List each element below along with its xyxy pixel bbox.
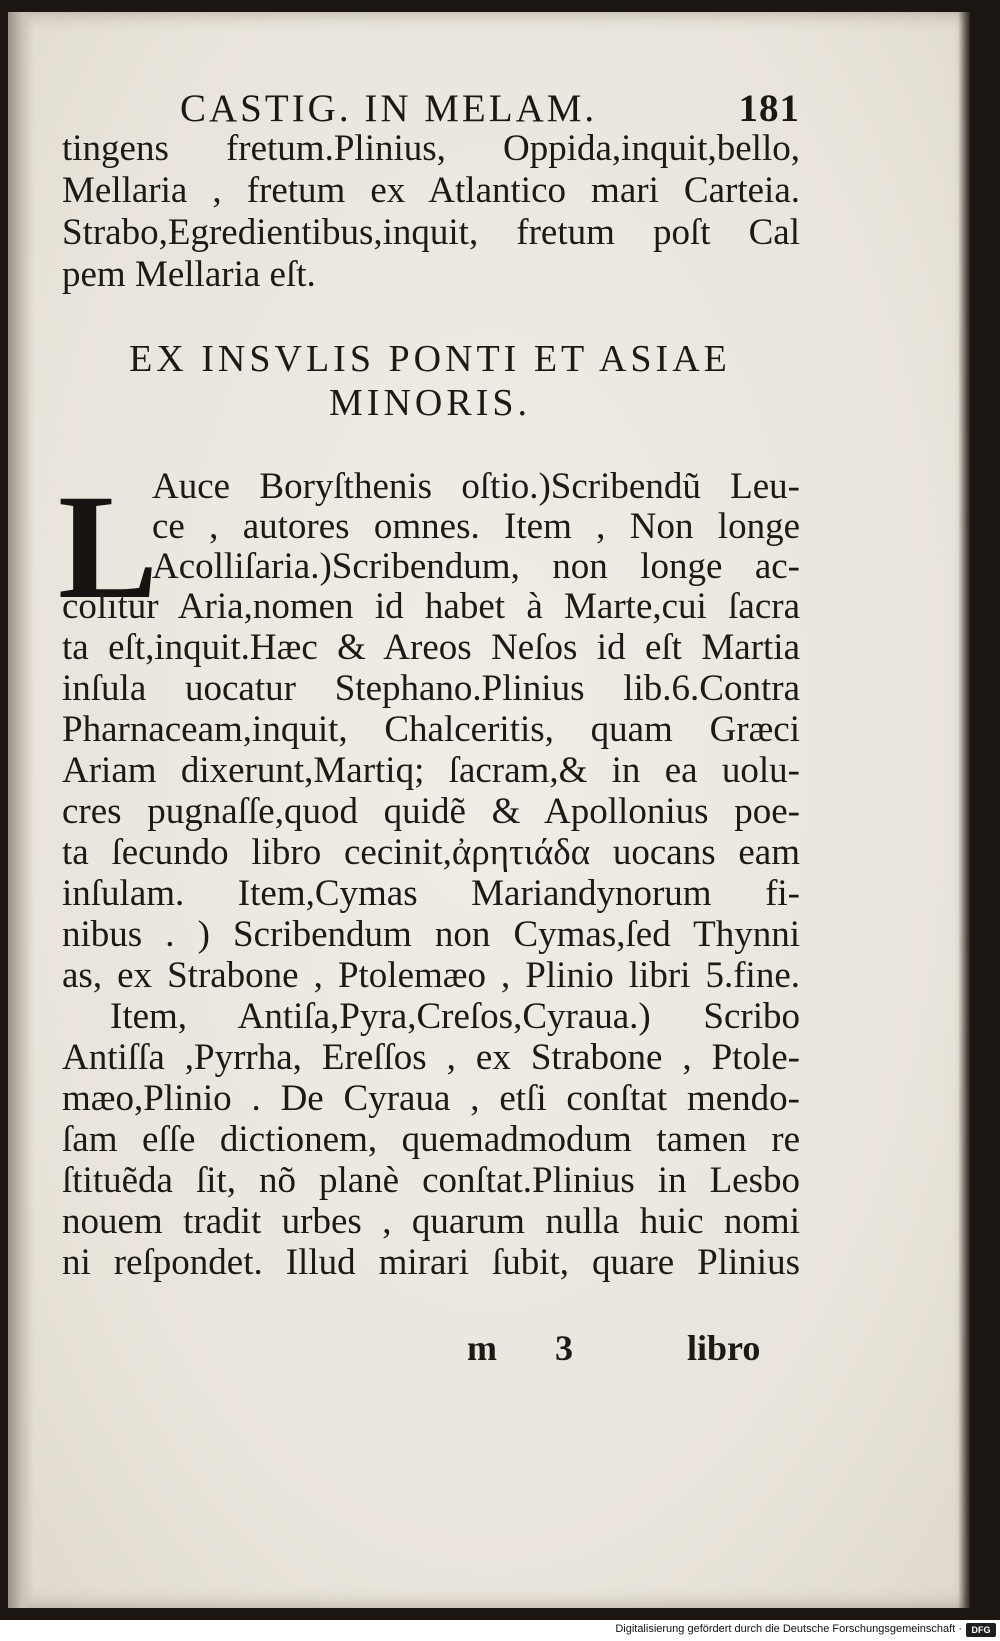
page-gutter-shadow [8, 12, 34, 1608]
signature-mark: m [467, 1328, 497, 1368]
text-line: Strabo,Egredientibus,inquit, fretum poſt Cal [62, 212, 800, 253]
text-line: inſula uocatur Stephano.Plinius lib.6.Contra [62, 668, 800, 709]
text-line: pem Mellaria eſt. [62, 254, 316, 295]
text-line: ta eſt,inquit.Hæc & Areos Neſos id eſt Martia [62, 627, 800, 668]
text-line: ce , autores omnes. Item , Non longe [152, 506, 800, 547]
text-line: Auce Boryſthenis oſtio.)Scribendũ Leu- [152, 466, 800, 507]
text-line: Pharnaceam,inquit, Chalceritis, quam Græci [62, 709, 800, 750]
page-number: 181 [738, 87, 800, 130]
text-line: ni reſpondet. Illud mirari ſubit, quare Plinius [62, 1242, 800, 1283]
text-line: Antiſſa ,Pyrrha, Ereſſos , ex Strabone , Ptole- [62, 1037, 800, 1078]
text-line: Ariam dixerunt,Martiq; ſacram,& in ea uolu- [62, 750, 800, 791]
text-line: cres pugnaſſe,quod quidẽ & Apollonius poe- [62, 791, 800, 832]
text-line: inſulam. Item,Cymas Mariandynorum fi- [62, 873, 800, 914]
text-line: nouem tradit urbes , quarum nulla huic nomi [62, 1201, 800, 1242]
text-line: Acolliſaria.)Scribendum, non longe ac- [152, 546, 800, 587]
dfg-logo: DFG [966, 1623, 996, 1637]
text-line: tingens fretum.Plinius, Oppida,inquit,bello, [62, 128, 800, 169]
text-line: colitur Aria,nomen id habet à Marte,cui ſacra [62, 586, 800, 627]
signature-number: 3 [555, 1328, 573, 1368]
footer-bar [0, 1621, 1000, 1641]
running-head-title: CASTIG. IN MELAM. [180, 87, 598, 130]
text-line: ta ſecundo libro cecinit,ἀρητιάδα uocans eam [62, 832, 800, 873]
text-line: Mellaria , fretum ex Atlantico mari Carteia. [62, 170, 800, 211]
catchword: libro [687, 1328, 761, 1368]
drop-cap-initial: L [58, 464, 159, 630]
section-heading-line-1: EX INSVLIS PONTI ET ASIAE [129, 338, 731, 380]
section-heading-line-2: MINORIS. [329, 382, 531, 424]
text-line: mæo,Plinio . De Cyraua , etſi conſtat mendo- [62, 1078, 800, 1119]
text-line: as, ex Strabone , Ptolemæo , Plinio libri 5.fine. [62, 955, 800, 996]
page-edge-shadow [958, 12, 970, 1608]
text-line: ſam eſſe dictionem, quemadmodum tamen re [62, 1119, 800, 1160]
text-line: nibus . ) Scribendum non Cymas,ſed Thynni [62, 914, 800, 955]
text-line: Item, Antiſa,Pyra,Creſos,Cyraua.) Scribo [110, 996, 800, 1037]
running-head [180, 86, 800, 131]
funding-credit: Digitalisierung gefördert durch die Deutsche Forschungsgemeinschaft · [615, 1623, 962, 1635]
text-line: ſtituẽda ſit, nõ planè conſtat.Plinius in Lesbo [62, 1160, 800, 1201]
